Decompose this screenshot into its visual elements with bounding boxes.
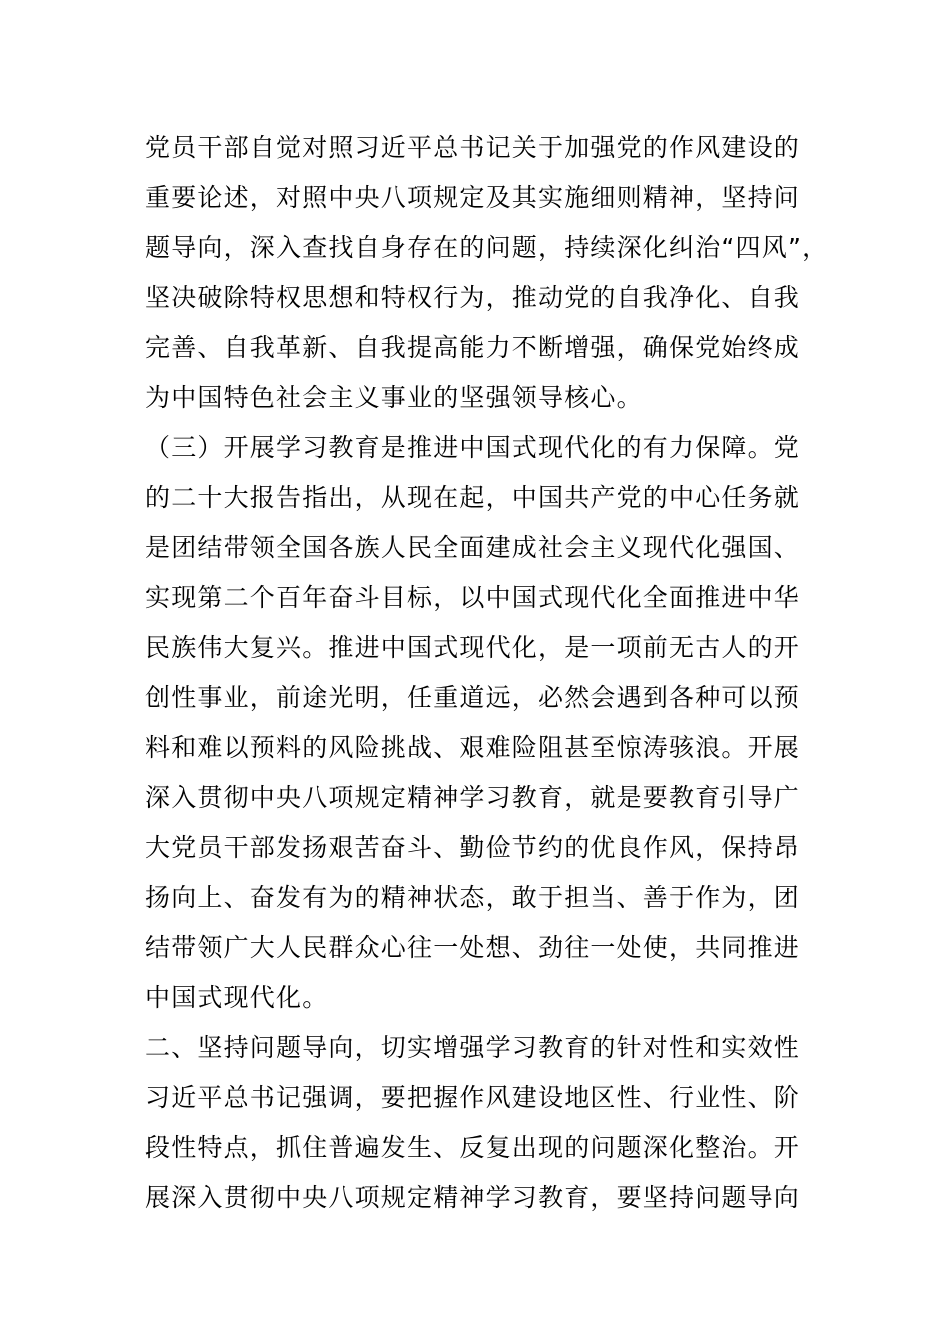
text-line: 扬向上、奋发有为的精神状态，敢于担当、善于作为，团 <box>145 883 801 912</box>
text-line: 创性事业，前途光明，任重道远，必然会遇到各种可以预 <box>145 683 801 712</box>
text-line: 重要论述，对照中央八项规定及其实施细则精神，坚持问 <box>145 183 801 212</box>
text-line: 深入贯彻中央八项规定精神学习教育，就是要教育引导广 <box>145 783 801 812</box>
text-line: 党员干部自觉对照习近平总书记关于加强党的作风建设的 <box>145 133 801 162</box>
section-heading-line: （三）开展学习教育是推进中国式现代化的有力保障。党 <box>145 433 801 462</box>
document-body <box>145 123 845 1223</box>
text-line: 习近平总书记强调，要把握作风建设地区性、行业性、阶 <box>145 1083 801 1112</box>
text-line: 大党员干部发扬艰苦奋斗、勤俭节约的优良作风，保持昂 <box>145 833 801 862</box>
section-heading-line: 二、坚持问题导向，切实增强学习教育的针对性和实效性 <box>145 1033 801 1062</box>
text-line: 中国式现代化。 <box>145 983 329 1012</box>
text-line: 段性特点，抓住普遍发生、反复出现的问题深化整治。开 <box>145 1133 801 1162</box>
text-line: 是团结带领全国各族人民全面建成社会主义现代化强国、 <box>145 533 801 562</box>
text-line: 民族伟大复兴。推进中国式现代化，是一项前无古人的开 <box>145 633 801 662</box>
text-line: 的二十大报告指出，从现在起，中国共产党的中心任务就 <box>145 483 801 512</box>
text-line: 为中国特色社会主义事业的坚强领导核心。 <box>145 383 643 412</box>
text-line: 展深入贯彻中央八项规定精神学习教育，要坚持问题导向 <box>145 1183 801 1212</box>
text-line: 题导向，深入查找自身存在的问题，持续深化纠治“四风”， <box>145 233 829 262</box>
text-line: 完善、自我革新、自我提高能力不断增强，确保党始终成 <box>145 333 801 362</box>
text-line: 坚决破除特权思想和特权行为，推动党的自我净化、自我 <box>145 283 801 312</box>
text-line: 料和难以预料的风险挑战、艰难险阻甚至惊涛骇浪。开展 <box>145 733 801 762</box>
text-line: 结带领广大人民群众心往一处想、劲往一处使，共同推进 <box>145 933 801 962</box>
text-line: 实现第二个百年奋斗目标，以中国式现代化全面推进中华 <box>145 583 801 612</box>
